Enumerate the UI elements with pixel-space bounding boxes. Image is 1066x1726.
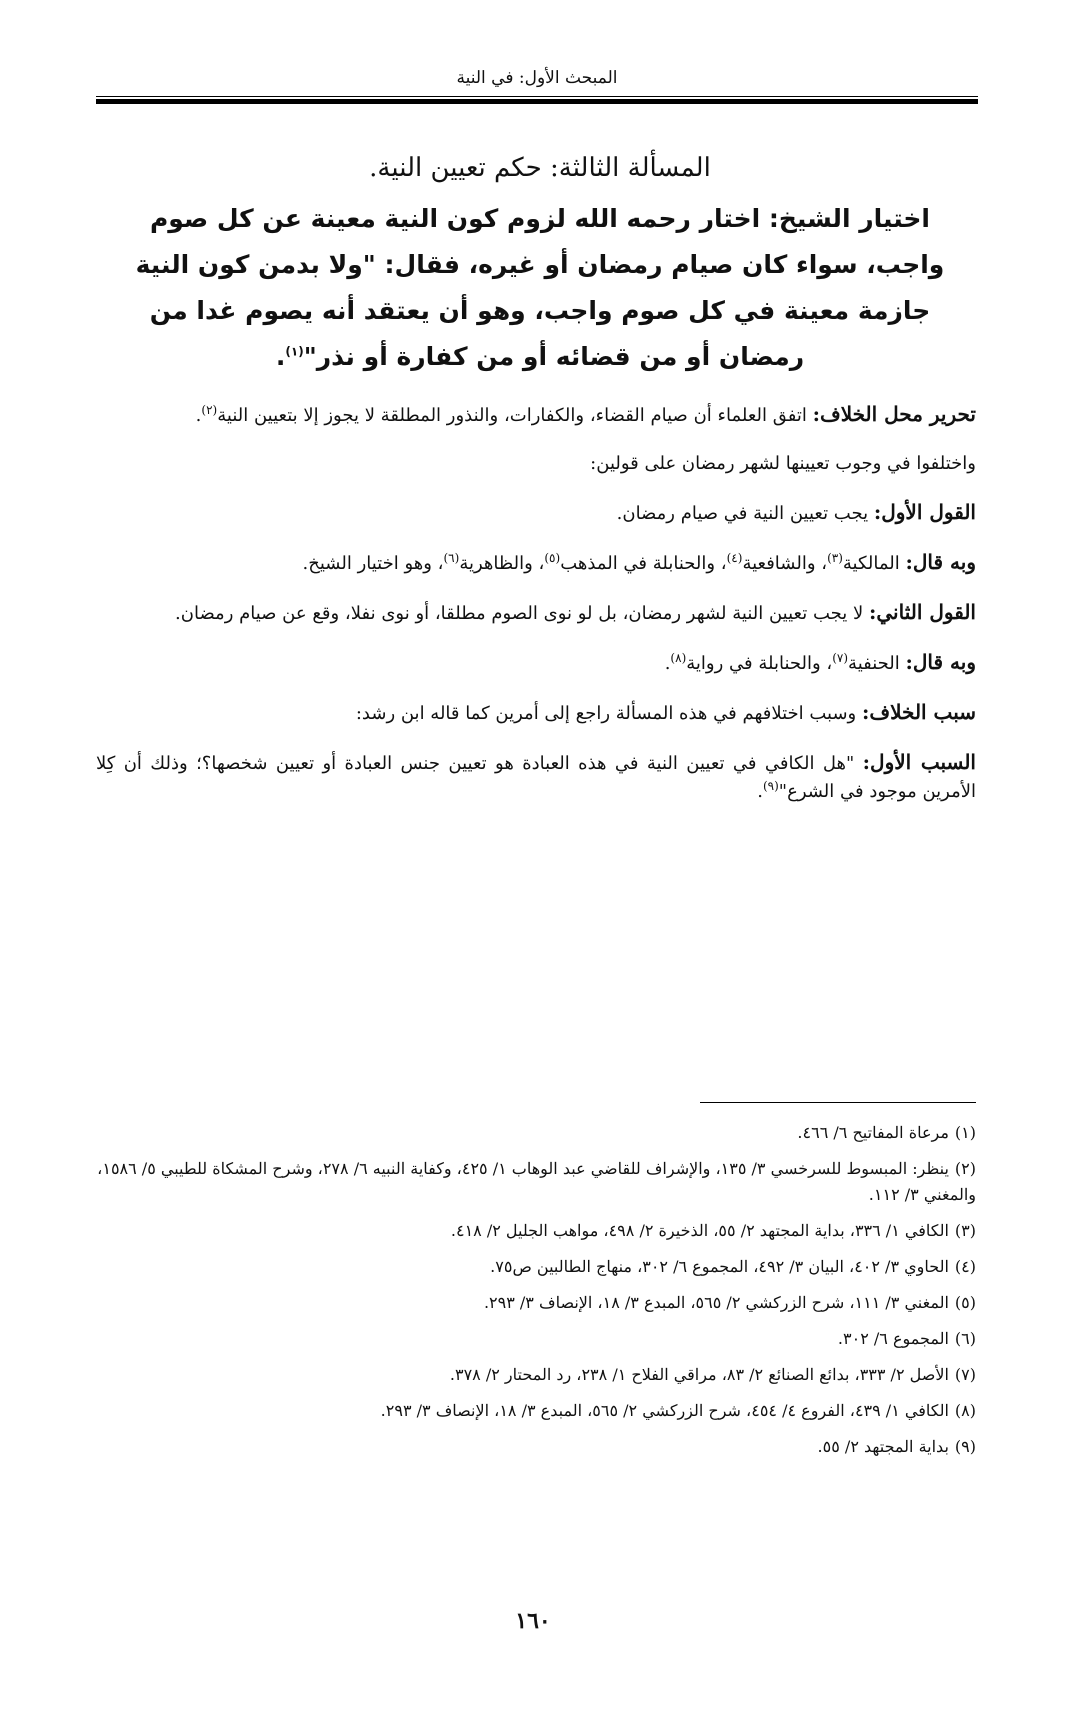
footnote-number: (٥) [954, 1293, 976, 1312]
footnote-number: (١) [954, 1123, 976, 1142]
paragraph-text: "هل الكافي في تعيين النية في هذه العبادة هو تعيين جنس العبادة أو تعيين شخصها؟؛ وذلك أن كِلا الأمرين موجود في الشرع" [96, 753, 976, 802]
footnote-text: المغني ٣/ ١١١، شرح الزركشي ٢/ ٥٦٥، المبدع ٣/ ١٨، الإنصاف ٣/ ٢٩٣. [483, 1293, 949, 1312]
footnote [96, 1290, 976, 1316]
page-number: ١٦٠ [515, 1608, 551, 1634]
paragraph-text: لا يجب تعيين النية لشهر رمضان، بل لو نوى الصوم مطلقا، أو نوى نفلا، وقع عن صيام رمضان. [175, 603, 864, 624]
paragraph-text: يجب تعيين النية في صيام رمضان. [616, 503, 869, 524]
choice-label: اختيار الشيخ: [768, 204, 930, 233]
paragraph [96, 598, 976, 628]
paragraph [96, 450, 976, 478]
paragraph [96, 698, 976, 728]
footnote-text: المجموع ٦/ ٣٠٢. [837, 1329, 949, 1348]
footnote-number: (٣) [954, 1221, 976, 1240]
paragraph-text: الحنفية [848, 653, 900, 674]
paragraph-lead: السبب الأول: [862, 750, 976, 774]
paragraph-text: المالكية [842, 553, 900, 574]
paragraph-text: ، والظاهرية [459, 553, 545, 574]
paragraph-text: وسبب اختلافهم في هذه المسألة راجع إلى أمرين كما قاله ابن رشد: [355, 703, 857, 724]
paragraph-text: ، وهو اختيار الشيخ. [302, 553, 444, 574]
footnote-ref[interactable]: (١) [285, 344, 304, 359]
footnote [96, 1398, 976, 1424]
paragraph-lead: تحرير محل الخلاف: [812, 402, 976, 426]
footnote-number: (٢) [954, 1159, 976, 1178]
footnote [96, 1120, 976, 1146]
running-head: المبحث الأول: في النية [456, 68, 618, 88]
footnote-ref[interactable]: (٥) [544, 551, 561, 565]
footnote-ref[interactable]: (٢) [201, 403, 218, 417]
sheikh-choice: اختيار الشيخ: اختار رحمه الله لزوم كون النية معينة عن كل صوم واجب، سواء كان صيام رمضان أو غيره، فقال: "ولا بدمن كون النية جازمة معينة في كل صوم واجب، وهو أن يعتقد أنه يصوم غدا من رمضان أو من قضائه أو من كفارة أو نذر"$^{(١)}$. [135, 204, 945, 371]
header-rule [96, 96, 978, 104]
choice-text: اختار رحمه الله لزوم كون النية معينة عن كل صوم واجب، سواء كان صيام رمضان أو غيره، فقال: "ولا بدمن كون النية جازمة معينة في كل صوم واجب، وهو أن يعتقد أنه يصوم غدا من رمضان أو من قضائه أو من كفارة أو نذر" [135, 204, 945, 371]
footnotes [96, 1120, 976, 1470]
section-heading: المسألة الثالثة: حكم تعيين النية. [369, 153, 711, 183]
footnote-text: ينظر: المبسوط للسرخسي ٣/ ١٣٥، والإشراف للقاضي عبد الوهاب ١/ ٤٢٥، وكفاية النبيه ٦/ ٢٧٨، وشرح المشكاة للطيبي ٥/ ١٥٨٦، والمغني ٣/ ١١٢. [97, 1159, 976, 1204]
paragraph-text: اتفق العلماء أن صيام القضاء، والكفارات، والنذور المطلقة لا يجوز إلا بتعيين النية [217, 405, 807, 426]
footnote [96, 1254, 976, 1280]
footnote-ref[interactable]: (٤) [726, 551, 743, 565]
paragraph-text: ، والحنابلة في المذهب [560, 553, 727, 574]
footnote-ref[interactable]: (٣) [827, 551, 843, 565]
footnote-ref[interactable]: (٨) [670, 651, 687, 665]
footnote-ref[interactable]: (٧) [832, 651, 849, 665]
footnote-number: (٧) [954, 1365, 976, 1384]
footnote-number: (٦) [954, 1329, 976, 1348]
paragraph-text: ، والحنابلة في رواية [686, 653, 833, 674]
paragraph-lead: وبه قال: [905, 550, 976, 574]
paragraph-lead: القول الثاني: [869, 600, 976, 624]
footnote [96, 1326, 976, 1352]
footnote [96, 1156, 976, 1208]
paragraph-text: واختلفوا في وجوب تعيينها لشهر رمضان على قولين: [590, 453, 976, 474]
paragraph-lead: سبب الخلاف: [861, 700, 976, 724]
footnote-text: الحاوي ٣/ ٤٠٢، البيان ٣/ ٤٩٢، المجموع ٦/ ٣٠٢، منهاج الطالبين ص٧٥. [490, 1257, 949, 1276]
footnote-text: الكافي ١/ ٣٣٦، بداية المجتهد ٢/ ٥٥، الذخيرة ٢/ ٤٩٨، مواهب الجليل ٢/ ٤١٨. [450, 1221, 949, 1240]
paragraph: وبه قال: الحنفية$^{(٧)}$، والحنابلة في رواية$^{(٨)}$. [664, 650, 976, 674]
footnote-text: بداية المجتهد ٢/ ٥٥. [817, 1437, 949, 1456]
paragraph: تحرير محل الخلاف: اتفق العلماء أن صيام القضاء، والكفارات، والنذور المطلقة لا يجوز إلا بتعيين النية$^{(٢)}$. [195, 402, 976, 426]
body-text [96, 400, 976, 826]
paragraph-lead: وبه قال: [905, 650, 976, 674]
paragraph [96, 548, 976, 578]
paragraph-text: ، والشافعية [742, 553, 828, 574]
footnote-number: (٨) [954, 1401, 976, 1420]
footnote-ref[interactable]: (٩) [762, 779, 779, 793]
footnote [96, 1434, 976, 1460]
footnote-number: (٤) [954, 1257, 976, 1276]
footnote [96, 1362, 976, 1388]
footnote [96, 1218, 976, 1244]
footnote-text: مرعاة المفاتيح ٦/ ٤٦٦. [797, 1123, 949, 1142]
footnote-text: الكافي ١/ ٤٣٩، الفروع ٤/ ٤٥٤، شرح الزركشي ٢/ ٥٦٥، المبدع ٣/ ١٨، الإنصاف ٣/ ٢٩٣. [380, 1401, 949, 1420]
footnote-number: (٩) [954, 1437, 976, 1456]
paragraph [96, 498, 976, 528]
footnote-ref[interactable]: (٦) [443, 551, 460, 565]
footnote-text: الأصل ٢/ ٣٣٣، بدائع الصنائع ٢/ ٨٣، مراقي الفلاح ١/ ٢٣٨، رد المحتار ٢/ ٣٧٨. [449, 1365, 949, 1384]
paragraph-lead: القول الأول: [873, 500, 976, 524]
paragraph: السبب الأول: "هل الكافي في تعيين النية في هذه العبادة هو تعيين جنس العبادة أو تعيين شخصها؟؛ وذلك أن كِلا الأمرين موجود في الشرع"$^{(٩)}$. [96, 750, 976, 802]
footnote-separator [700, 1102, 976, 1103]
